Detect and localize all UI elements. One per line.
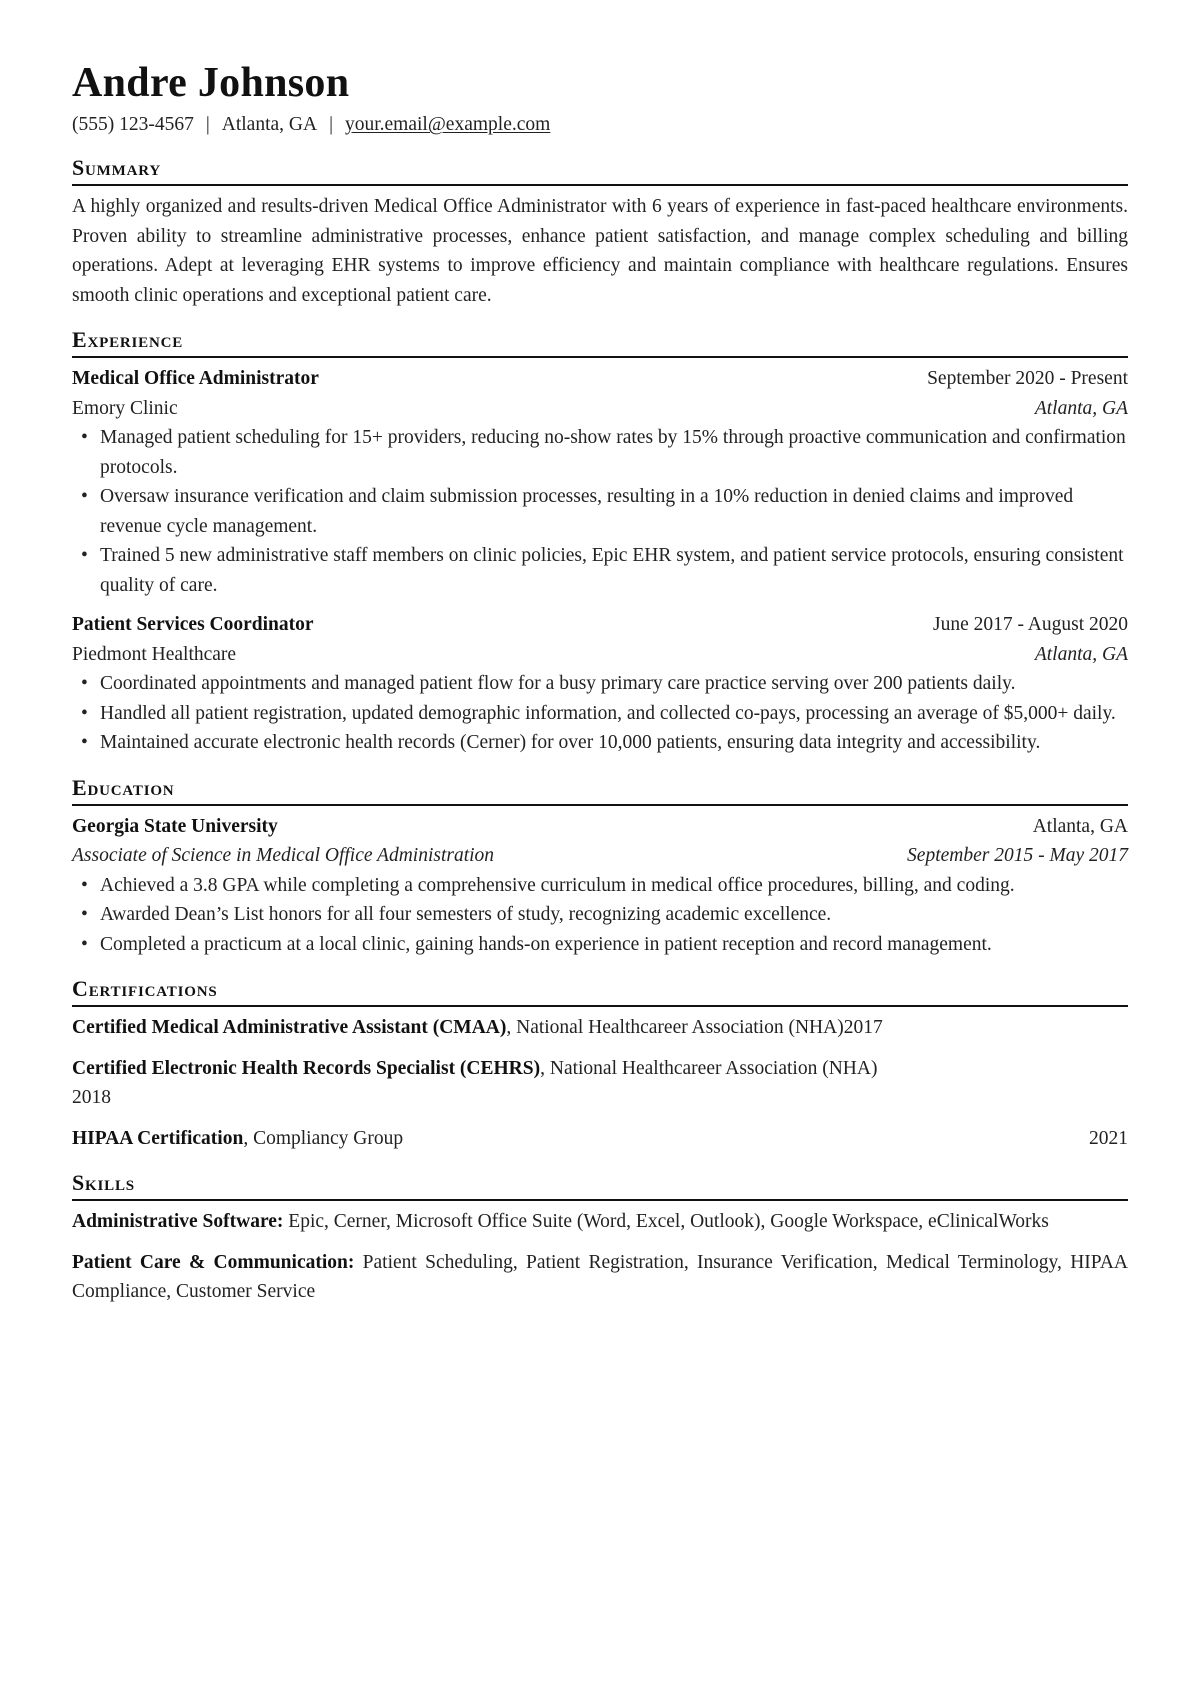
certification-issuer: , National Healthcareer Association (NHA) xyxy=(540,1057,878,1079)
bullet-icon: • xyxy=(81,486,88,507)
education-bullets xyxy=(72,871,1128,960)
job-dates: September 2020 - Present xyxy=(927,368,1128,389)
phone-number: (555) 123-4567 xyxy=(72,114,194,135)
skill-values: Epic, Cerner, Microsoft Office Suite (Word, Excel, Outlook), Google Workspace, eClinicalWorks xyxy=(283,1211,1049,1232)
section-title-education: Education xyxy=(72,774,175,800)
list-item: • Achieved a 3.8 GPA while completing a comprehensive curriculum in medical office procedures, billing, and coding. xyxy=(72,871,1128,901)
school-location: Atlanta, GA xyxy=(1032,815,1128,837)
job-title: Patient Services Coordinator xyxy=(72,614,314,635)
list-item: • Coordinated appointments and managed patient flow for a busy primary care practice serving over 200 patients daily. xyxy=(72,669,1128,699)
section-title-certifications: Certifications xyxy=(72,976,218,1001)
certification-year: 2021 xyxy=(1089,1127,1128,1149)
certification-year: 2018 xyxy=(72,1087,111,1108)
certification-issuer: , Compliancy Group xyxy=(243,1127,404,1149)
section-title-skills: Skills xyxy=(72,1170,135,1195)
skills-section xyxy=(72,1170,1128,1307)
section-title-summary: Summary xyxy=(72,155,161,180)
certification-name: Certified Medical Administrative Assistant (CMAA) xyxy=(72,1017,507,1038)
separator: | xyxy=(205,114,210,135)
section-divider xyxy=(72,1005,1128,1007)
section-divider xyxy=(72,184,1128,186)
list-item: • Oversaw insurance verification and claim submission processes, resulting in a 10% reduction in denied claims and improved revenue cycle management. xyxy=(72,482,1128,541)
list-item: • Managed patient scheduling for 15+ providers, reducing no-show rates by 15% through proactive communication and confirmation protocols. xyxy=(72,423,1128,482)
skill-label: Patient Care & Communication: xyxy=(72,1251,355,1273)
job-title: Medical Office Administrator xyxy=(72,368,319,389)
location: Atlanta, GA xyxy=(221,114,318,135)
bullet-icon: • xyxy=(81,545,88,566)
certification-name: HIPAA Certification xyxy=(72,1127,244,1149)
bullet-icon: • xyxy=(81,427,88,448)
list-item: • Handled all patient registration, updated demographic information, and collected co-pays, processing an average of $5,000+ daily. xyxy=(72,699,1128,729)
certification-item xyxy=(72,1013,1128,1043)
bullet-icon: • xyxy=(81,874,88,896)
skill-values: Patient Scheduling, Patient Registration, Insurance Verification, Medical Terminology, HIPAA Compliance, Customer Service xyxy=(72,1251,1128,1302)
certification-issuer: , National Healthcareer Association (NHA) xyxy=(506,1017,844,1038)
list-item: • Awarded Dean’s List honors for all four semesters of study, recognizing academic excellence. xyxy=(72,900,1128,930)
certification-name: Certified Electronic Health Records Specialist (CEHRS) xyxy=(72,1057,541,1079)
list-item: • Maintained accurate electronic health records (Cerner) for over 10,000 patients, ensuring data integrity and accessibility. xyxy=(72,728,1128,758)
skill-group xyxy=(72,1207,1128,1237)
list-item: • Trained 5 new administrative staff members on clinic policies, Epic EHR system, and patient service protocols, ensuring consistent quality of care. xyxy=(72,541,1128,600)
bullet-icon: • xyxy=(81,904,88,925)
separator: | xyxy=(329,114,333,135)
experience-section xyxy=(72,327,1128,758)
section-divider xyxy=(72,804,1128,806)
job-bullets xyxy=(72,423,1128,600)
bullet-icon: • xyxy=(81,933,88,955)
company-name: Piedmont Healthcare xyxy=(72,643,237,665)
skill-group xyxy=(72,1248,1128,1307)
skill-label: Administrative Software: xyxy=(72,1211,284,1232)
contact-line xyxy=(72,112,1128,138)
bullet-icon: • xyxy=(81,732,88,753)
school-name: Georgia State University xyxy=(72,815,278,837)
candidate-name: Andre Johnson xyxy=(72,60,350,106)
job-location: Atlanta, GA xyxy=(1034,643,1128,665)
resume-page xyxy=(72,58,1128,1318)
degree: Associate of Science in Medical Office Administration xyxy=(72,845,495,866)
education-dates: September 2015 - May 2017 xyxy=(907,845,1128,866)
certifications-section xyxy=(72,976,1128,1153)
company-name: Emory Clinic xyxy=(72,397,178,419)
job-bullets xyxy=(72,669,1128,758)
section-divider xyxy=(72,1199,1128,1201)
job-entry xyxy=(72,610,1128,758)
job-dates: June 2017 - August 2020 xyxy=(933,614,1128,635)
certification-item xyxy=(72,1054,1128,1113)
certification-item xyxy=(72,1124,1128,1154)
job-location: Atlanta, GA xyxy=(1034,397,1128,419)
section-divider xyxy=(72,356,1128,358)
summary-text: A highly organized and results-driven Medical Office Administrator with 6 years of experience in fast-paced healthcare environments. Proven ability to streamline administrative processes, enhance patient satisfaction, and manage complex scheduling and billing operations. Adept at leveraging EHR systems to improve efficiency and maintain compliance with healthcare regulations. Ensures smooth clinic operations and exceptional patient care. xyxy=(72,196,1128,306)
job-entry xyxy=(72,364,1128,600)
email-link[interactable]: your.email@example.com xyxy=(344,114,551,135)
certification-year: 2017 xyxy=(843,1017,883,1038)
summary-section xyxy=(72,155,1128,310)
bullet-icon: • xyxy=(81,702,88,724)
bullet-icon: • xyxy=(81,673,88,694)
list-item: • Completed a practicum at a local clinic, gaining hands-on experience in patient reception and record management. xyxy=(72,930,1128,960)
education-section xyxy=(72,775,1128,960)
section-title-experience: Experience xyxy=(72,327,184,352)
